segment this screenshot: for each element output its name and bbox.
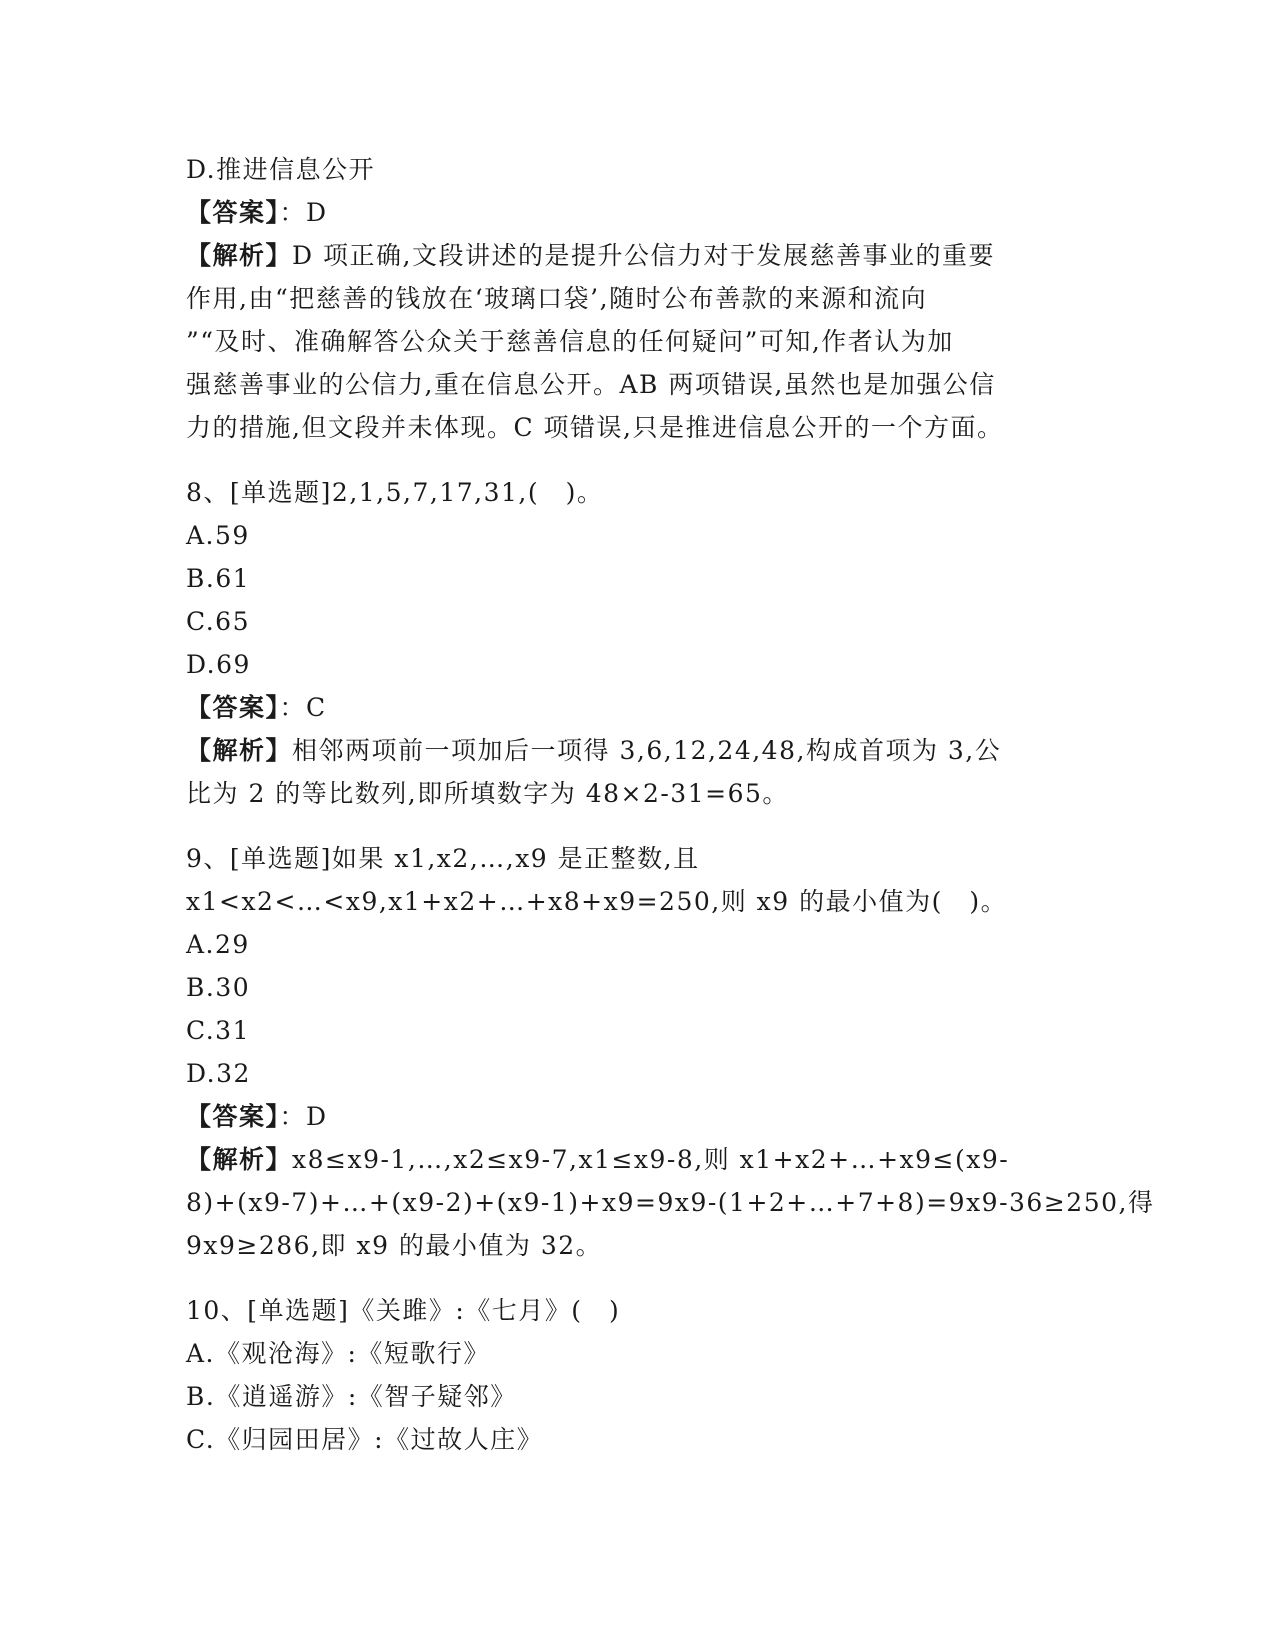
answer-label: 【答案】 (186, 693, 280, 722)
q9-option-d: D.32 (186, 1059, 251, 1088)
q7-answer (186, 191, 1086, 234)
answer-value: D (306, 198, 328, 227)
analysis-line: 作用,由“把慈善的钱放在‘玻璃口袋’,随时公布善款的来源和流向 (186, 284, 928, 313)
analysis-line: 相邻两项前一项加后一项得 3,6,12,24,48,构成首项为 3,公 (292, 736, 1002, 765)
q7-analysis (186, 234, 1086, 449)
q8-analysis (186, 729, 1086, 815)
analysis-line: D 项正确,文段讲述的是提升公信力对于发展慈善事业的重要 (292, 241, 995, 270)
q10-option-a: A.《观沧海》:《短歌行》 (186, 1339, 490, 1368)
q9-option-c: C.31 (186, 1016, 250, 1045)
analysis-line: 比为 2 的等比数列,即所填数字为 48×2-31=65。 (186, 779, 789, 808)
analysis-label: 【解析】 (186, 1145, 293, 1174)
q8-option-d: D.69 (186, 650, 251, 679)
analysis-line: 力的措施,但文段并未体现。C 项错误,只是推进信息公开的一个方面。 (186, 413, 1004, 442)
q9-option-a: A.29 (186, 930, 250, 959)
q10-stem: 10、[单选题]《关雎》:《七月》( ) (186, 1296, 621, 1325)
analysis-line: 9x9≥286,即 x9 的最小值为 32。 (186, 1231, 603, 1260)
q8-answer (186, 686, 1086, 729)
answer-separator: ： (279, 1102, 307, 1131)
analysis-line: 8)+(x9-7)+…+(x9-2)+(x9-1)+x9=9x9-(1+2+…+7+8)=9x9-36≥250,得 (186, 1188, 1155, 1217)
analysis-line: 强慈善事业的公信力,重在信息公开。AB 两项错误,虽然也是加强公信 (186, 370, 996, 399)
answer-value: C (306, 693, 327, 722)
q10-option-b: B.《逍遥游》:《智子疑邻》 (186, 1382, 517, 1411)
answer-separator: ： (279, 693, 307, 722)
q8-option-c: C.65 (186, 607, 250, 636)
q8-option-b: B.61 (186, 564, 251, 593)
analysis-label: 【解析】 (186, 736, 293, 765)
q10-option-c: C.《归园田居》:《过故人庄》 (186, 1425, 544, 1454)
analysis-line: x8≤x9-1,…,x2≤x9-7,x1≤x9-8,则 x1+x2+…+x9≤(x9- (292, 1145, 1010, 1174)
q9-stem-line: 9、[单选题]如果 x1,x2,…,x9 是正整数,且 (186, 844, 700, 873)
analysis-line: ”“及时、准确解答公众关于慈善信息的任何疑问”可知,作者认为加 (186, 327, 954, 356)
document-page (186, 148, 1155, 1461)
q9-answer (186, 1095, 1086, 1138)
q7-option-d: D.推进信息公开 (186, 155, 376, 184)
q9-analysis (186, 1138, 1155, 1267)
analysis-label: 【解析】 (186, 241, 293, 270)
q9-option-b: B.30 (186, 973, 251, 1002)
q9-stem-line: x1<x2<…<x9,x1+x2+…+x8+x9=250,则 x9 的最小值为( )。 (186, 887, 1008, 916)
answer-label: 【答案】 (186, 1102, 280, 1131)
answer-value: D (306, 1102, 328, 1131)
q8-option-a: A.59 (186, 521, 250, 550)
q8-stem: 8、[单选题]2,1,5,7,17,31,( )。 (186, 478, 604, 507)
answer-label: 【答案】 (186, 198, 280, 227)
answer-separator: ： (279, 198, 307, 227)
